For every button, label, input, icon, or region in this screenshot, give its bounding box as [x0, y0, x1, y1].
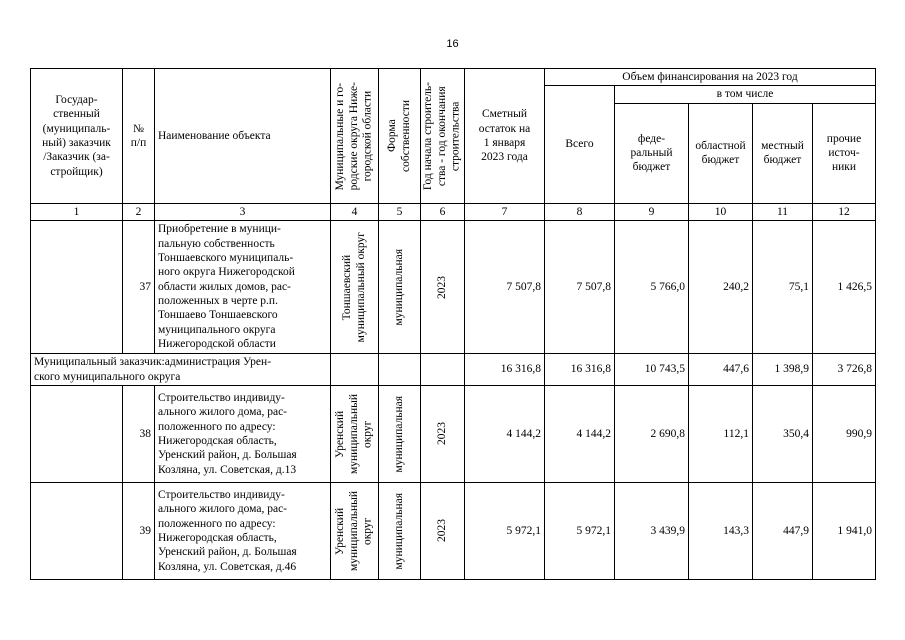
header-federal: феде- ральный бюджет [615, 103, 689, 203]
group-estimated: 16 316,8 [465, 354, 545, 386]
colnum-12: 12 [813, 203, 876, 220]
colnum-1: 1 [31, 203, 123, 220]
group-row [31, 354, 876, 386]
group-federal: 10 743,5 [615, 354, 689, 386]
colnum-10: 10 [689, 203, 753, 220]
row-num: 39 [123, 482, 155, 579]
colnum-7: 7 [465, 203, 545, 220]
row-ownership: муниципальная [379, 221, 421, 354]
row-other: 1 426,5 [813, 221, 876, 354]
row-num: 38 [123, 385, 155, 482]
row-total: 4 144,2 [545, 385, 615, 482]
row-ownership: муниципальная [379, 482, 421, 579]
row-total: 5 972,1 [545, 482, 615, 579]
header-municipality: Муниципальные и го- родские округа Ниже- городской области [331, 69, 379, 204]
row-name: Строительство индивиду- ального жилого дома, рас- положенного по адресу: Нижегородская область, Уренский район, д. Большая Козляна, ул. Советская, д.46 [155, 482, 331, 579]
row-year: 2023 [421, 221, 465, 354]
group-label: Муниципальный заказчик:администрация Урен- ского муниципального округа [31, 354, 331, 386]
row-other: 990,9 [813, 385, 876, 482]
column-numbers-row [31, 203, 876, 220]
row-estimated: 4 144,2 [465, 385, 545, 482]
row-regional: 240,2 [689, 221, 753, 354]
header-estimated: Сметный остаток на 1 января 2023 года [465, 69, 545, 204]
group-total: 16 316,8 [545, 354, 615, 386]
group-ownership [379, 354, 421, 386]
header-funding-group: Объем финансирования на 2023 год [545, 69, 876, 86]
row-estimated: 7 507,8 [465, 221, 545, 354]
row-regional: 112,1 [689, 385, 753, 482]
row-regional: 143,3 [689, 482, 753, 579]
row-name: Приобретение в муници- пальную собственность Тоншаевского муниципаль- ного округа Нижегородской области жилых домов, рас- положенных в черте р.п. Тоншаево Тоншаевского муниципального округа Нижегородской области [155, 221, 331, 354]
group-year [421, 354, 465, 386]
row-federal: 3 439,9 [615, 482, 689, 579]
row-local: 447,9 [753, 482, 813, 579]
row-municipality: Уренский муниципальный округ [331, 385, 379, 482]
header-num: № п/п [123, 69, 155, 204]
colnum-5: 5 [379, 203, 421, 220]
row-municipality: Тоншаевский муниципальный округ [331, 221, 379, 354]
row-year: 2023 [421, 482, 465, 579]
row-customer [31, 385, 123, 482]
group-regional: 447,6 [689, 354, 753, 386]
header-including: в том числе [615, 86, 876, 103]
row-name: Строительство индивиду- ального жилого дома, рас- положенного по адресу: Нижегородская область, Уренский район, д. Большая Козляна, ул. Советская, д.13 [155, 385, 331, 482]
colnum-9: 9 [615, 203, 689, 220]
row-estimated: 5 972,1 [465, 482, 545, 579]
row-other: 1 941,0 [813, 482, 876, 579]
table-row [31, 385, 876, 482]
row-customer [31, 482, 123, 579]
group-municipality [331, 354, 379, 386]
header-other: прочие источ- ники [813, 103, 876, 203]
header-customer: Государ- ственный (муниципаль- ный) заказчик /Заказчик (за- стройщик) [31, 69, 123, 204]
header-ownership: Форма собственности [379, 69, 421, 204]
header-total: Всего [545, 86, 615, 203]
group-other: 3 726,8 [813, 354, 876, 386]
colnum-3: 3 [155, 203, 331, 220]
row-local: 75,1 [753, 221, 813, 354]
row-num: 37 [123, 221, 155, 354]
colnum-2: 2 [123, 203, 155, 220]
row-federal: 2 690,8 [615, 385, 689, 482]
row-customer [31, 221, 123, 354]
colnum-11: 11 [753, 203, 813, 220]
row-ownership: муниципальная [379, 385, 421, 482]
colnum-4: 4 [331, 203, 379, 220]
header-object-name: Наименование объекта [155, 69, 331, 204]
colnum-6: 6 [421, 203, 465, 220]
table-row [31, 482, 876, 579]
row-municipality: Уренский муниципальный округ [331, 482, 379, 579]
header-local: местный бюджет [753, 103, 813, 203]
header-regional: областной бюджет [689, 103, 753, 203]
page-number: 16 [446, 38, 459, 50]
group-local: 1 398,9 [753, 354, 813, 386]
colnum-8: 8 [545, 203, 615, 220]
header-years: Год начала строитель- ства - год окончания строительства [421, 69, 465, 204]
table-row [31, 221, 876, 354]
row-year: 2023 [421, 385, 465, 482]
financing-table [30, 68, 876, 580]
row-total: 7 507,8 [545, 221, 615, 354]
row-federal: 5 766,0 [615, 221, 689, 354]
row-local: 350,4 [753, 385, 813, 482]
